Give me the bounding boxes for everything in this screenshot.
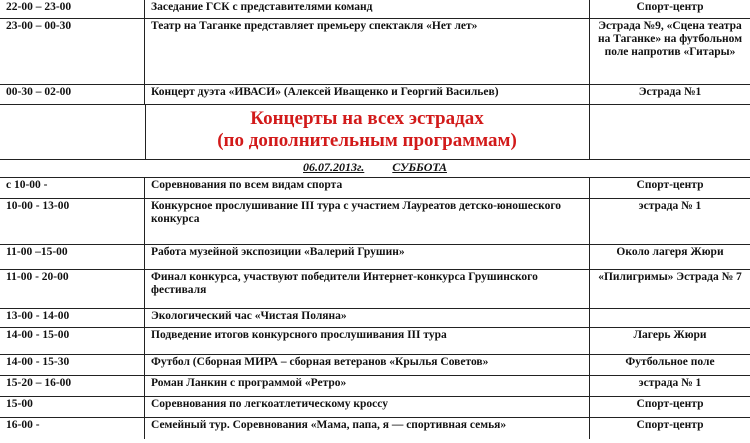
place-cell: Спорт-центр <box>636 419 704 431</box>
day-weekday: СУББОТА <box>392 160 447 174</box>
time-cell: с 10-00 - <box>0 178 145 198</box>
banner-line-2: (по дополнительным программам) <box>217 130 517 151</box>
place-cell <box>590 309 750 327</box>
place-cell: Футбольное поле <box>625 356 715 368</box>
time-cell: 11-00 - 20-00 <box>0 270 145 308</box>
event-cell: Футбол (Сборная МИРА – сборная ветеранов «Крылья Советов» <box>145 355 590 375</box>
event-cell: Соревнования по легкоатлетическому кроссу <box>145 397 590 417</box>
event-cell: Финал конкурса, участвуют победители Интернет-конкурса Грушинского фестиваля <box>145 270 590 308</box>
place-cell: Лагерь Жюри <box>633 329 707 341</box>
table-row <box>0 328 750 355</box>
time-cell: 15-00 <box>0 397 145 417</box>
place-cell: Около лагеря Жюри <box>616 246 724 258</box>
event-cell: Конкурсное прослушивание III тура с участием Лауреатов детско-юношеского конкурса <box>145 199 590 244</box>
table-row <box>0 85 750 105</box>
table-row <box>0 19 750 85</box>
event-cell: Работа музейной экспозиции «Валерий Грушин» <box>145 245 590 269</box>
event-cell: Экологический час «Чистая Поляна» <box>145 309 590 327</box>
day-header <box>0 160 750 177</box>
time-cell: 15-20 – 16-00 <box>0 376 145 396</box>
event-cell: Подведение итогов конкурсного прослушивания III тура <box>145 328 590 354</box>
place-cell: Спорт-центр <box>636 1 704 13</box>
time-cell: 11-00 –15-00 <box>0 245 145 269</box>
table-row <box>0 270 750 309</box>
event-cell: Театр на Таганке представляет премьеру спектакля «Нет лет» <box>145 19 590 84</box>
event-cell: Соревнования по всем видам спорта <box>145 178 590 198</box>
event-cell: Заседание ГСК с представителями команд <box>145 0 590 18</box>
time-cell: 00-30 – 02-00 <box>0 85 145 104</box>
time-cell: 22-00 – 23-00 <box>0 0 145 18</box>
time-cell: 10-00 - 13-00 <box>0 199 145 244</box>
time-cell: 14-00 - 15-00 <box>0 328 145 354</box>
time-cell: 16-00 - <box>0 418 145 439</box>
table-row <box>0 199 750 245</box>
place-cell: Эстрада №1 <box>638 86 702 98</box>
table-row <box>0 0 750 19</box>
day-date: 06.07.2013г. <box>303 160 365 174</box>
time-cell: 13-00 - 14-00 <box>0 309 145 327</box>
table-row <box>0 376 750 397</box>
table-row <box>0 355 750 376</box>
place-cell: Спорт-центр <box>636 398 704 410</box>
table-row <box>0 178 750 199</box>
place-cell: эстрада № 1 <box>638 377 702 389</box>
place-cell: Эстрада №9, «Сцена театра на Таганке» на футбольном поле напротив «Гитары» <box>597 20 743 58</box>
concerts-banner <box>145 105 590 159</box>
place-cell: Спорт-центр <box>636 179 704 191</box>
event-cell: Семейный тур. Соревнования «Мама, папа, я — спортивная семья» <box>145 418 590 439</box>
table-row <box>0 397 750 418</box>
event-cell: Концерт дуэта «ИВАСИ» (Алексей Иващенко и Георгий Васильев) <box>145 85 590 104</box>
event-cell: Роман Ланкин с программой «Ретро» <box>145 376 590 396</box>
time-cell: 14-00 - 15-30 <box>0 355 145 375</box>
table-row <box>0 418 750 439</box>
day-header-row <box>0 160 750 178</box>
time-cell: 23-00 – 00-30 <box>0 19 145 84</box>
banner-line-1: Концерты на всех эстрадах <box>250 108 484 129</box>
table-row <box>0 309 750 328</box>
concerts-banner-row <box>0 105 750 160</box>
place-cell: эстрада № 1 <box>638 200 702 212</box>
place-cell: «Пилигримы» Эстрада № 7 <box>598 271 742 283</box>
table-row <box>0 245 750 270</box>
